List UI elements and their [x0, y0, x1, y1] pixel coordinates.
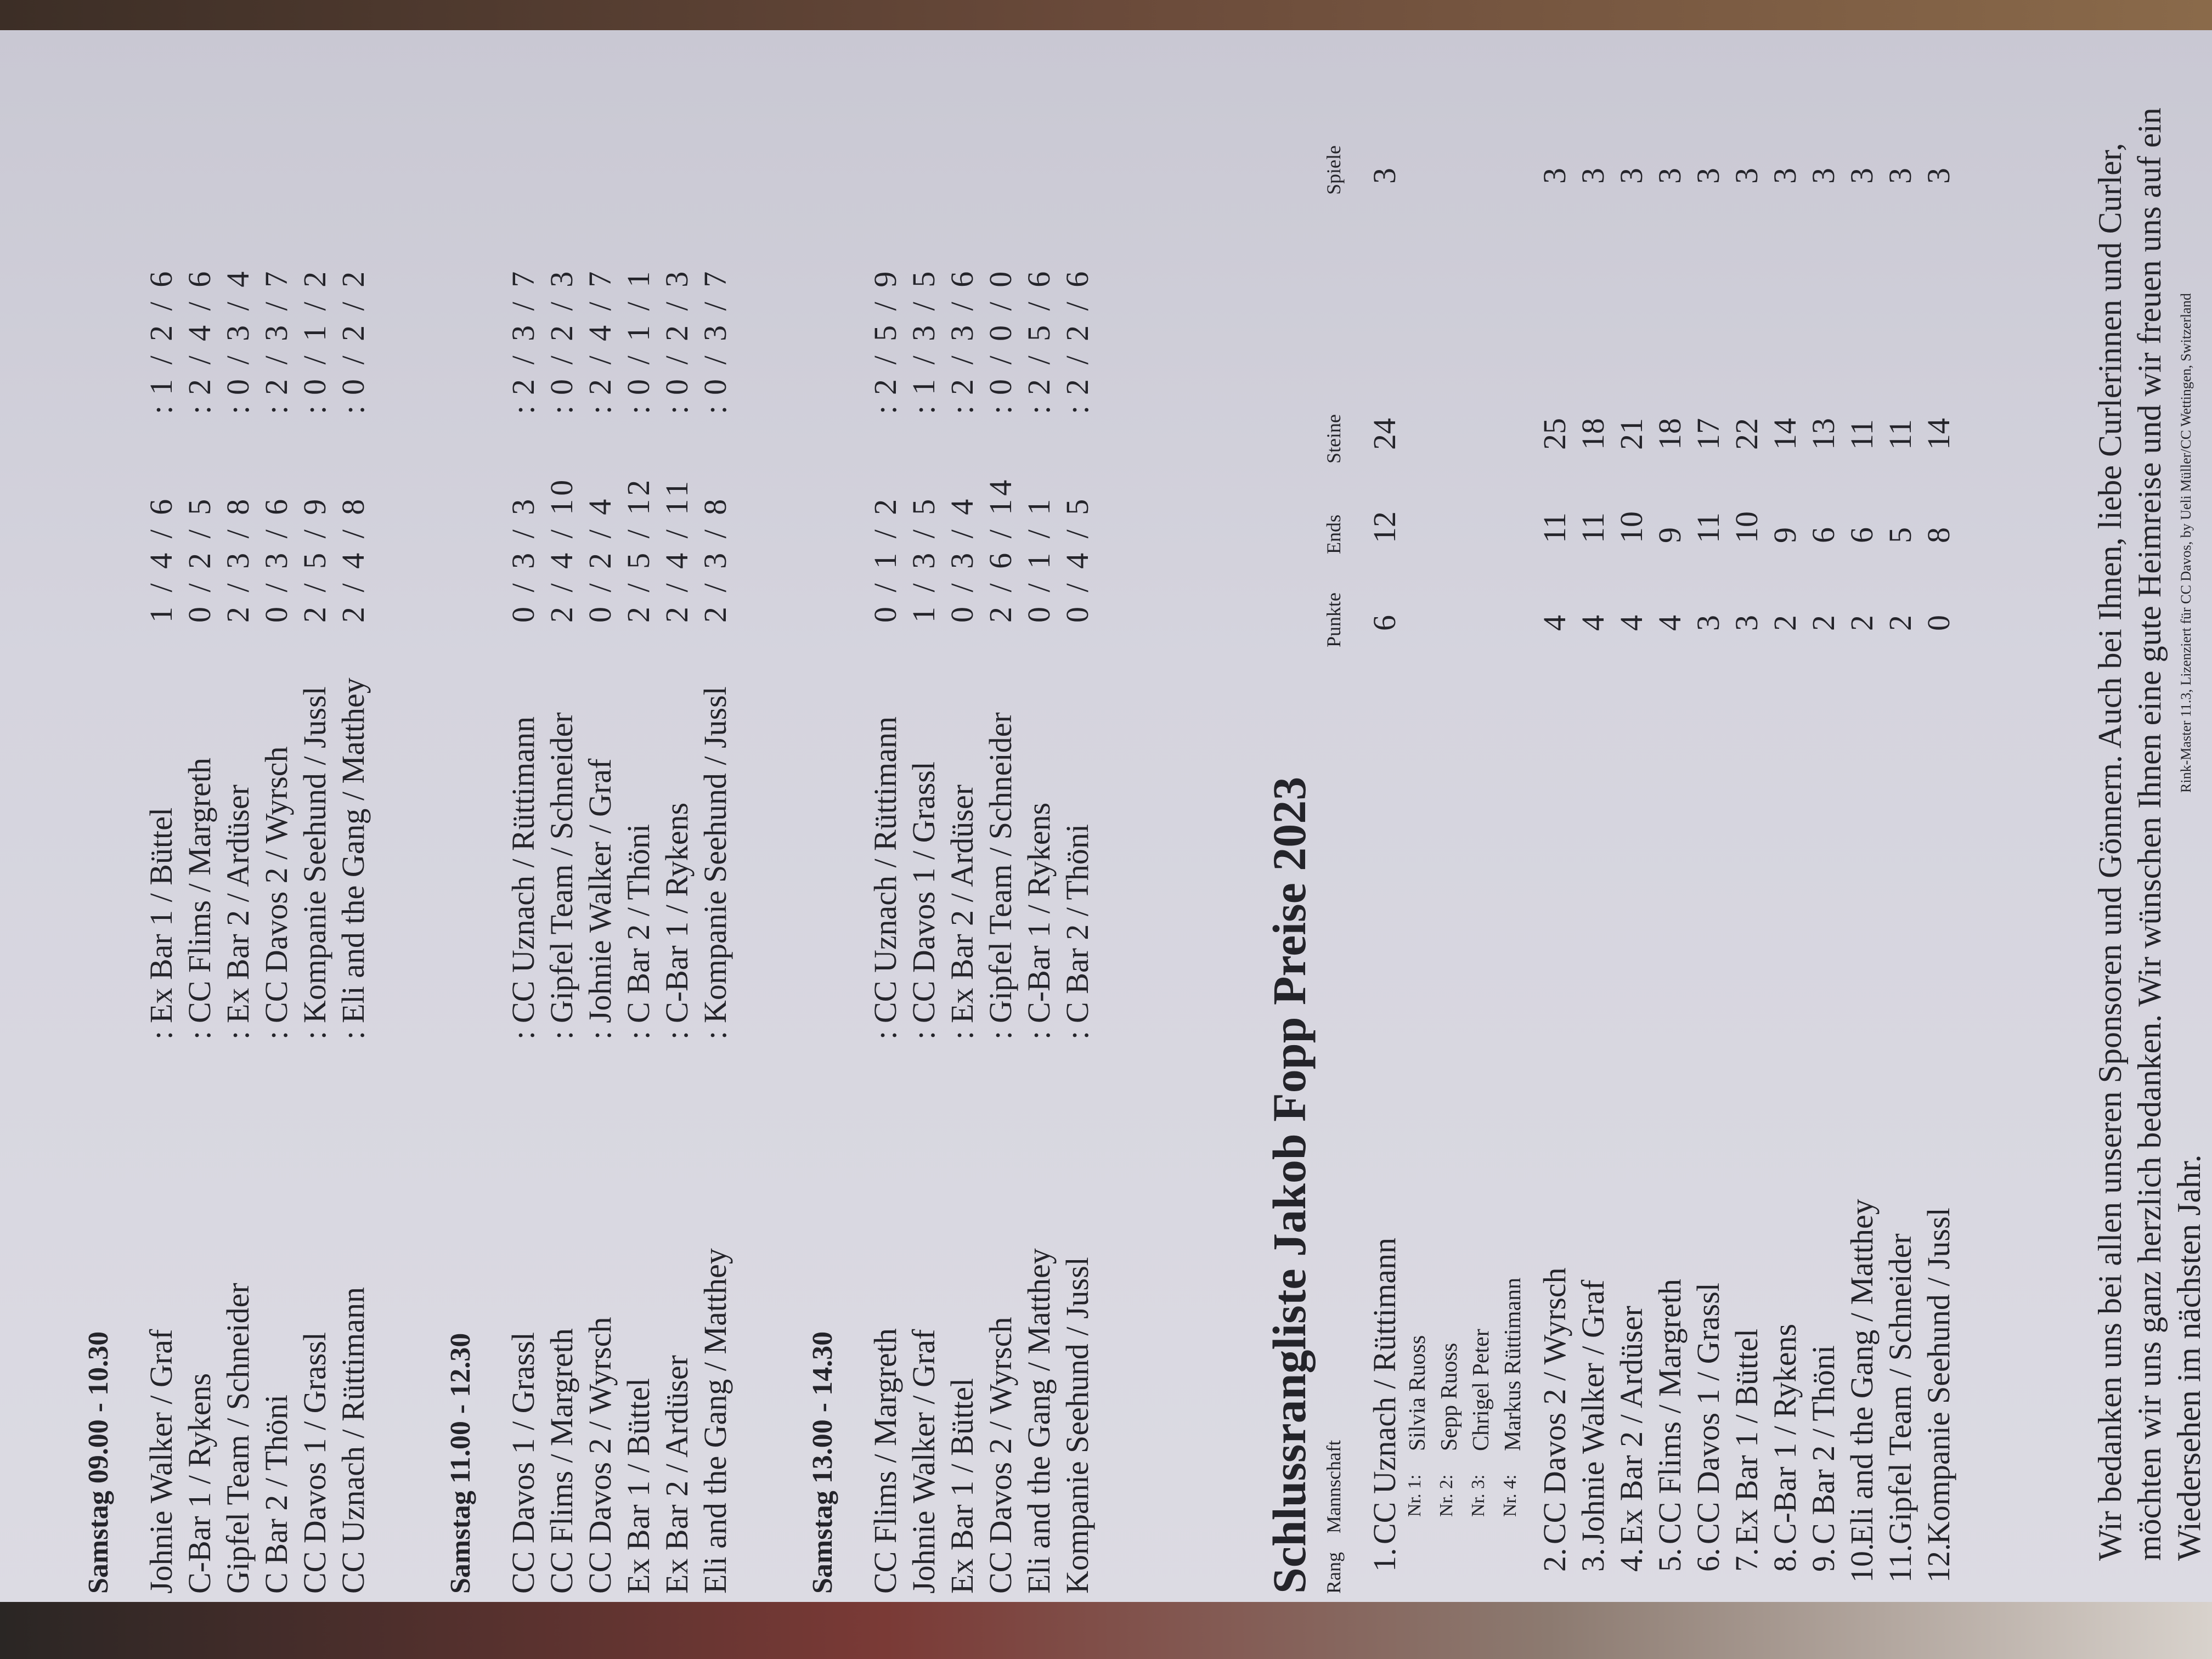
separator: :	[867, 1030, 903, 1040]
standings-row	[1613, 30, 1651, 1594]
match-row	[543, 30, 583, 1594]
match-away-team: CC Davos 1 / Grassl	[906, 761, 941, 1023]
rank: 2.	[1537, 1548, 1572, 1572]
header-games: Spiele	[1323, 145, 1345, 195]
team: Eli and the Gang / Matthey	[1844, 1199, 1880, 1544]
match-away-team: C Bar 2 / Thöni	[1059, 823, 1095, 1023]
ends: 11	[1690, 512, 1726, 543]
match-away-team: Kompanie Seehund / Jussl	[297, 686, 332, 1023]
match-home-team: Ex Bar 2 / Ardüser	[659, 1355, 695, 1594]
member-name: Silvia Ruoss	[1405, 1335, 1430, 1451]
separator: :	[258, 405, 294, 414]
team: CC Uznach / Rüttimann	[1367, 1238, 1402, 1544]
separator: :	[659, 1030, 695, 1040]
header-team: Mannschaft	[1323, 1440, 1345, 1533]
document-page	[49, 30, 2207, 1594]
match-away-team: C-Bar 1 / Rykens	[1021, 802, 1057, 1023]
match-home-team: Ex Bar 1 / Büttel	[620, 1378, 656, 1594]
match-row	[296, 30, 336, 1594]
points: 2	[1805, 615, 1841, 631]
separator: :	[297, 405, 332, 414]
standings-title: Schlussrangliste Jakob Fopp Preise 2023	[1263, 776, 1316, 1594]
separator: :	[143, 1030, 179, 1040]
rank: 6.	[1690, 1548, 1726, 1572]
separator: :	[867, 405, 903, 414]
rank: 1.	[1367, 1548, 1402, 1572]
match-row	[867, 30, 906, 1594]
team-member	[1500, 935, 1532, 1594]
match-away-team: CC Uznach / Rüttimann	[505, 716, 541, 1023]
points: 6	[1367, 615, 1402, 631]
team: Johnie Walker / Graf	[1575, 1279, 1611, 1544]
separator: :	[620, 1030, 656, 1040]
separator: :	[143, 405, 179, 414]
match-away-team: Eli and the Gang / Matthey	[335, 678, 371, 1023]
round-title: Samstag 09.00 - 10.30	[83, 1331, 114, 1594]
match-away-score: 0 / 2 / 3	[544, 268, 579, 395]
separator: :	[182, 1030, 217, 1040]
separator: :	[944, 405, 980, 414]
match-row	[944, 30, 983, 1594]
match-away-score: 0 / 3 / 7	[697, 268, 733, 395]
match-away-score: 0 / 3 / 4	[220, 268, 256, 395]
team: CC Davos 2 / Wyrsch	[1537, 1267, 1572, 1544]
member-label: Nr. 3:	[1468, 1474, 1488, 1517]
match-home-score: 2 / 4 / 11	[659, 477, 695, 623]
team: C Bar 2 / Thöni	[1805, 1345, 1841, 1544]
match-home-team: CC Davos 2 / Wyrsch	[983, 1317, 1018, 1594]
match-home-score: 0 / 1 / 1	[1021, 495, 1057, 623]
match-home-team: Ex Bar 1 / Büttel	[944, 1378, 980, 1594]
separator: :	[697, 1030, 733, 1040]
separator: :	[335, 1030, 371, 1040]
match-away-team: Gipfel Team / Schneider	[983, 712, 1018, 1023]
member-label: Nr. 1:	[1404, 1474, 1425, 1517]
match-row	[219, 30, 259, 1594]
match-home-score: 0 / 3 / 3	[505, 495, 541, 623]
ends: 9	[1652, 527, 1688, 543]
stones: 11	[1882, 419, 1918, 450]
member-name: Markus Rüttimann	[1500, 1277, 1526, 1451]
background-bottom	[0, 1602, 2212, 1659]
match-away-score: 1 / 2 / 6	[143, 268, 179, 395]
points: 2	[1882, 615, 1918, 631]
match-home-score: 2 / 4 / 8	[335, 495, 371, 623]
header-stones: Steine	[1323, 414, 1345, 464]
stones: 22	[1729, 418, 1764, 450]
separator: :	[1059, 1030, 1095, 1040]
match-away-team: Ex Bar 2 / Ardüser	[944, 785, 980, 1023]
match-away-score: 0 / 1 / 2	[297, 268, 332, 395]
rank: 9.	[1805, 1548, 1841, 1572]
match-away-score: 2 / 2 / 6	[1059, 268, 1095, 395]
separator: :	[220, 405, 256, 414]
standings-row	[1690, 30, 1728, 1594]
match-row	[905, 30, 945, 1594]
ends: 5	[1882, 527, 1918, 543]
separator: :	[335, 405, 371, 414]
points: 4	[1652, 615, 1688, 631]
match-home-score: 0 / 4 / 5	[1059, 495, 1095, 623]
match-home-score: 2 / 5 / 12	[620, 476, 656, 623]
match-away-team: Kompanie Seehund / Jussl	[697, 686, 733, 1023]
match-away-score: 0 / 1 / 1	[620, 268, 656, 395]
separator: :	[297, 1030, 332, 1040]
separator: :	[258, 1030, 294, 1040]
match-row	[658, 30, 698, 1594]
match-home-team: C Bar 2 / Thöni	[258, 1394, 294, 1594]
match-away-score: 0 / 0 / 0	[983, 268, 1018, 395]
match-home-team: Kompanie Seehund / Jussl	[1059, 1257, 1095, 1594]
match-home-score: 2 / 5 / 9	[297, 495, 332, 623]
rank: 10.	[1844, 1543, 1880, 1583]
ends: 6	[1844, 527, 1880, 543]
match-home-score: 2 / 3 / 8	[697, 495, 733, 623]
separator: :	[1059, 405, 1095, 414]
round-title: Samstag 13.00 - 14.30	[807, 1331, 838, 1594]
stones: 21	[1613, 418, 1649, 450]
separator: :	[944, 1030, 980, 1040]
match-home-team: C-Bar 1 / Rykens	[182, 1373, 217, 1594]
match-home-score: 0 / 1 / 2	[867, 495, 903, 623]
header-points: Punkte	[1323, 592, 1345, 647]
games: 3	[1921, 168, 1956, 184]
points: 3	[1690, 615, 1726, 631]
points: 2	[1767, 615, 1803, 631]
standings-row	[1882, 30, 1920, 1594]
match-home-team: CC Davos 1 / Grassl	[297, 1332, 332, 1594]
standings-row	[1805, 30, 1843, 1594]
stones: 18	[1575, 418, 1611, 450]
separator: :	[582, 405, 618, 414]
separator: :	[1021, 1030, 1057, 1040]
member-name: Chrigel Peter	[1469, 1329, 1494, 1451]
match-home-team: CC Uznach / Rüttimann	[335, 1287, 371, 1594]
ends: 11	[1575, 512, 1611, 543]
thank-you-text: Wir bedanken uns bei allen unseren Sponsoren und Gönnern. Auch bei Ihnen, liebe Curlerinnen und Curler, möchten wir uns ganz herzlich bedanken. Wir wünschen Ihnen eine gute Heimreise und wir freuen uns auf ein Wiedersehen im nächsten Jahr.	[2092, 108, 2207, 1561]
match-away-team: CC Uznach / Rüttimann	[867, 716, 903, 1023]
match-row	[258, 30, 297, 1594]
points: 4	[1537, 615, 1572, 631]
match-row	[181, 30, 221, 1594]
separator: :	[505, 405, 541, 414]
rank: 3.	[1575, 1548, 1611, 1572]
match-home-team: Eli and the Gang / Matthey	[1021, 1248, 1057, 1594]
games: 3	[1844, 168, 1880, 184]
rank: 4.	[1613, 1548, 1649, 1572]
match-home-team: CC Flims / Margreth	[544, 1328, 579, 1594]
match-away-team: C-Bar 1 / Rykens	[659, 802, 695, 1023]
team: Ex Bar 1 / Büttel	[1729, 1328, 1764, 1544]
member-name: Sepp Ruoss	[1437, 1342, 1462, 1451]
match-row	[505, 30, 544, 1594]
match-home-team: CC Davos 1 / Grassl	[505, 1332, 541, 1594]
ends: 10	[1613, 511, 1649, 543]
match-away-score: 2 / 3 / 6	[944, 268, 980, 395]
separator: :	[906, 1030, 941, 1040]
separator: :	[697, 405, 733, 414]
points: 4	[1575, 615, 1611, 631]
match-home-score: 0 / 3 / 4	[944, 495, 980, 623]
ends: 12	[1367, 511, 1402, 543]
team: CC Flims / Margreth	[1652, 1279, 1688, 1544]
stones: 24	[1367, 418, 1402, 450]
match-away-team: CC Davos 2 / Wyrsch	[258, 746, 294, 1023]
rank: 11.	[1882, 1544, 1918, 1583]
ends: 9	[1767, 527, 1803, 543]
standings-row	[1728, 30, 1767, 1594]
games: 3	[1367, 168, 1402, 184]
stones: 13	[1805, 418, 1841, 450]
ends: 10	[1729, 511, 1764, 543]
stones: 14	[1921, 418, 1956, 450]
separator: :	[220, 1030, 256, 1040]
separator: :	[544, 405, 579, 414]
match-home-score: 0 / 2 / 4	[582, 495, 618, 623]
match-home-team: Gipfel Team / Schneider	[220, 1283, 256, 1594]
match-row	[697, 30, 736, 1594]
games: 3	[1652, 168, 1688, 184]
separator: :	[983, 405, 1018, 414]
separator: :	[544, 1030, 579, 1040]
match-home-team: CC Davos 2 / Wyrsch	[582, 1317, 618, 1594]
match-home-score: 2 / 6 / 14	[983, 476, 1018, 623]
games: 3	[1575, 168, 1611, 184]
points: 4	[1613, 615, 1649, 631]
separator: :	[659, 405, 695, 414]
rank: 5.	[1652, 1548, 1688, 1572]
points: 0	[1921, 615, 1956, 631]
match-away-score: 0 / 2 / 2	[335, 268, 371, 395]
round-title: Samstag 11.00 - 12.30	[445, 1333, 476, 1594]
match-home-score: 0 / 2 / 5	[182, 495, 217, 623]
games: 3	[1882, 168, 1918, 184]
match-home-score: 1 / 4 / 6	[143, 495, 179, 623]
standings-row	[1920, 30, 1959, 1594]
match-away-score: 2 / 4 / 7	[582, 268, 618, 395]
match-row	[143, 30, 182, 1594]
games: 3	[1613, 168, 1649, 184]
standings-row	[1536, 30, 1575, 1594]
points: 2	[1844, 615, 1880, 631]
rank: 7.	[1729, 1548, 1764, 1572]
match-home-team: CC Flims / Margreth	[867, 1328, 903, 1594]
games: 3	[1690, 168, 1726, 184]
header-rank: Rang	[1323, 1552, 1345, 1594]
match-away-score: 0 / 2 / 3	[659, 268, 695, 395]
games: 3	[1729, 168, 1764, 184]
team-member	[1468, 935, 1500, 1594]
separator: :	[182, 405, 217, 414]
member-label: Nr. 4:	[1500, 1474, 1520, 1517]
team: C-Bar 1 / Rykens	[1767, 1323, 1803, 1544]
team-member	[1404, 935, 1436, 1594]
stones: 14	[1767, 418, 1803, 450]
separator: :	[1021, 405, 1057, 414]
standings-row	[1575, 30, 1613, 1594]
stones: 25	[1537, 418, 1572, 450]
match-row	[620, 30, 659, 1594]
stones: 17	[1690, 418, 1726, 450]
match-home-team: Johnie Walker / Graf	[143, 1329, 179, 1594]
match-home-score: 2 / 4 / 10	[544, 476, 579, 623]
match-home-score: 1 / 3 / 5	[906, 495, 941, 623]
stones: 18	[1652, 418, 1688, 450]
match-row	[582, 30, 621, 1594]
match-home-team: Eli and the Gang / Matthey	[697, 1248, 733, 1594]
rank: 12.	[1921, 1543, 1956, 1583]
ends: 11	[1537, 512, 1572, 543]
team: CC Davos 1 / Grassl	[1690, 1283, 1726, 1544]
points: 3	[1729, 615, 1764, 631]
match-home-team: Johnie Walker / Graf	[906, 1329, 941, 1594]
license-note: Rink-Master 11.3, Lizenziert für CC Davos, by Ueli Müller/CC Wettingen, Switzerland	[2178, 293, 2194, 793]
team: Gipfel Team / Schneider	[1882, 1233, 1918, 1544]
match-away-score: 2 / 3 / 7	[258, 268, 294, 395]
header-ends: Ends	[1323, 515, 1345, 554]
games: 3	[1767, 168, 1803, 184]
ends: 8	[1921, 527, 1956, 543]
team-member	[1436, 935, 1468, 1594]
match-away-score: 2 / 3 / 7	[505, 268, 541, 395]
standings-row	[1651, 30, 1690, 1594]
match-away-team: C Bar 2 / Thöni	[620, 823, 656, 1023]
match-away-score: 2 / 4 / 6	[182, 268, 217, 395]
team: Ex Bar 2 / Ardüser	[1613, 1306, 1649, 1544]
match-away-team: Johnie Walker / Graf	[582, 758, 618, 1023]
match-away-team: Ex Bar 1 / Büttel	[143, 807, 179, 1023]
separator: :	[906, 405, 941, 414]
games: 3	[1537, 168, 1572, 184]
match-row	[335, 30, 374, 1594]
match-away-team: Gipfel Team / Schneider	[544, 712, 579, 1023]
member-label: Nr. 2:	[1436, 1474, 1457, 1517]
standings-row	[1767, 30, 1805, 1594]
separator: :	[582, 1030, 618, 1040]
standings-row	[1366, 30, 1404, 1594]
match-row	[982, 30, 1022, 1594]
ends: 6	[1805, 527, 1841, 543]
match-away-team: Ex Bar 2 / Ardüser	[220, 785, 256, 1023]
match-away-score: 2 / 5 / 9	[867, 268, 903, 395]
rank: 8.	[1767, 1548, 1803, 1572]
match-away-score: 1 / 3 / 5	[906, 268, 941, 395]
match-home-score: 2 / 3 / 8	[220, 495, 256, 623]
match-row	[1059, 30, 1098, 1594]
standings-row	[1843, 30, 1882, 1594]
games: 3	[1805, 168, 1841, 184]
match-home-score: 0 / 3 / 6	[258, 495, 294, 623]
separator: :	[983, 1030, 1018, 1040]
stones: 11	[1844, 419, 1880, 450]
team: Kompanie Seehund / Jussl	[1921, 1207, 1956, 1544]
match-row	[1020, 30, 1060, 1594]
separator: :	[620, 405, 656, 414]
separator: :	[505, 1030, 541, 1040]
match-away-team: CC Flims / Margreth	[182, 758, 217, 1023]
match-away-score: 2 / 5 / 6	[1021, 268, 1057, 395]
